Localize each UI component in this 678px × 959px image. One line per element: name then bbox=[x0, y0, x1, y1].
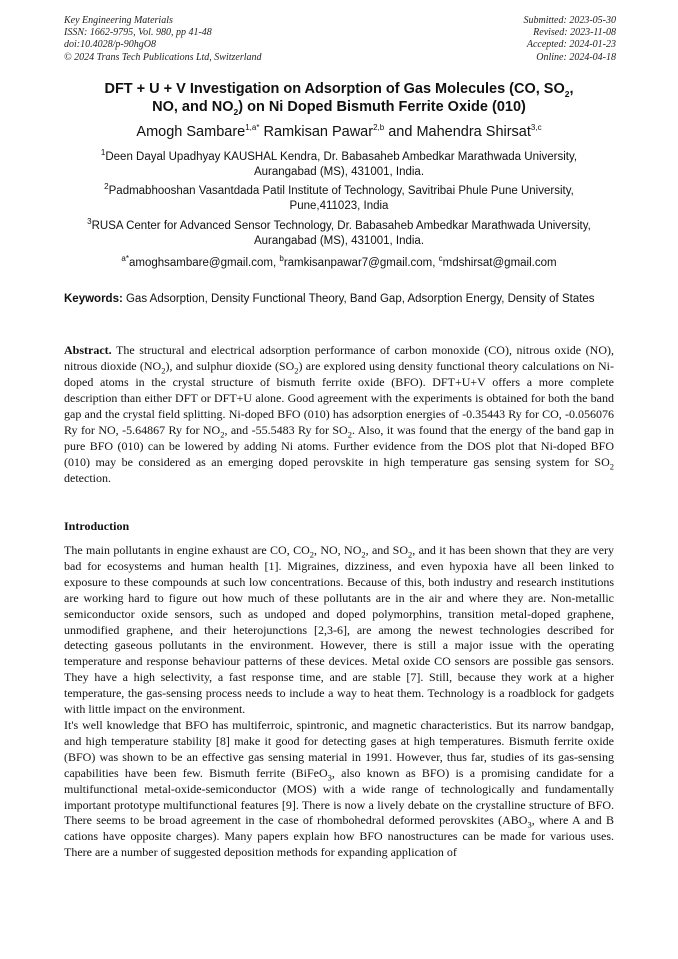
affiliation-2: $^2$Padmabhooshan Vasantdada Patil Institute of Technology, Savitribai Phule Pune University, Pune,411023, India bbox=[104, 182, 574, 212]
doi: doi:10.4028/p-90hgO8 bbox=[64, 39, 156, 51]
issn: ISSN: 1662-9795, Vol. 980, pp 41-48 bbox=[64, 27, 212, 39]
online-date: Online: 2024-04-18 bbox=[536, 51, 616, 63]
section-heading: Introduction bbox=[64, 519, 130, 533]
abstract-label: Abstract. bbox=[64, 343, 112, 357]
author-name: Ramkisan Pawar bbox=[259, 124, 374, 140]
affiliation-1: $^1$Deen Dayal Upadhyay KAUSHAL Kendra, Dr. Babasaheb Ambedkar Marathwada University, Aurangabad (MS), 431001, India. bbox=[100, 148, 578, 178]
submitted-date: Submitted: 2023-05-30 bbox=[523, 15, 616, 26]
paragraph: The main pollutants in engine exhaust are CO, $CO_2$, NO, $NO_2$, and $SO_2$, and it has been shown that they are very bad for ecosystems and human health [1]. Migraines, dizziness, and even hypoxia have all been linked to exposure to these compounds at such low concentrations. Because of this, both industry and research institutions are working hard to figure out how much of these pollutants are in the air and where they are. Non-metallic semiconductor oxide sensors, such as undoped and doped polymorphins, transition metal-doped graphene, unmodified graphene, and their heterojunctions [2,3-6], are among the newest technologies described for detecting gaseous pollutants in the environment. However, there is still a major issue with the operating temperature and response behaviour patterns of these devices. Metal oxide CO sensors are possible gas sensors. They have a high selectivity, a fast response time, and are stable [7]. Still, because they work at a higher temperature, the gas-sensing process needs to include a way to heat them. Technology is a roadblock for gadgets with little impact on the environment. bbox=[64, 543, 615, 717]
paragraph: It's well knowledge that BFO has multiferroic, spintronic, and magnetic characteristics. But its narrow bandgap, and high temperature stability [8] make it good for detecting gases at high temperatures. Bismuth ferrite oxide (BFO) was shown to be an effective gas sensing material in 1991. However, thus far, studies of its gas-sensing capabilities have been few. Bismuth ferrite (BiFeO$_3$, also known as BFO) is a promising candidate for a multifunctional metal-oxide-semiconductor (MOS) with a wide range of technologically and fundamentally important prototype multifunctional features [9]. There is now a lively debate on the crystalline structure of BFO. There seems to be broad agreement in the case of rhombohedral deformed perovskites ($ABO_3$, where A and B cations have opposite charges). Many papers explain how BFO nanostructures can be made for various uses. There are a number of suggested deposition methods for expanding application of bbox=[64, 717, 614, 860]
copyright: © 2024 Trans Tech Publications Ltd, Switzerland bbox=[64, 51, 262, 63]
email-list: $^{a*}$amoghsambare@gmail.com, $^b$ramkisanpawar7@gmail.com, $^c$mdshirsat@gmail.com bbox=[121, 254, 557, 269]
paper-title: DFT + U + V Investigation on Adsorption of Gas Molecules (CO, $SO_2$, NO, and $NO_2$) on Ni Doped Bismuth Ferrite Oxide (010) bbox=[104, 81, 574, 117]
keywords-text: Gas Adsorption, Density Functional Theory, Band Gap, Adsorption Energy, Density of States bbox=[122, 293, 595, 305]
introduction-body bbox=[64, 543, 614, 861]
keywords bbox=[64, 292, 616, 307]
abstract: Abstract. The structural and electrical adsorption performance of carbon monoxide (CO), nitrous oxide (NO), nitrous dioxide $(NO_2)$, and sulphur dioxide $(SO_2)$ are explored using density functional theory calculations on Ni-doped atoms in the crystal structure of bismuth ferrite oxide (BFO). DFT+U+V offers a more complete description than either DFT or DFT+U alone. Good agreement with the experiments is obtained for both the band gap and the crystal field splitting. Ni-doped BFO (010) has adsorption energies of -0.35443 Ry for CO, -0.056076 Ry for NO, -5.64867 Ry for $NO_2$, and -55.5483 Ry for $SO_2$. Also, it was found that the energy of the band gap in pure BFO (010) can be lowered by adding Ni atoms. Further evidence from the DOS plot that Ni-doped BFO (010) may be considered as an emerging doped perovskite in high temperature gas sensing system for $SO_2$ detection. bbox=[64, 343, 614, 485]
accepted-date: Accepted: 2024-01-23 bbox=[526, 39, 616, 51]
dates-header bbox=[524, 15, 617, 64]
journal-header bbox=[64, 15, 262, 64]
author-name: and Mahendra Shirsat bbox=[384, 124, 531, 140]
journal-name: Key Engineering Materials bbox=[64, 15, 173, 26]
author-list: Amogh Sambare$^{1,a*}$ Ramkisan Pawar$^{2,b}$ and Mahendra Shirsat$^{3,c}$ bbox=[136, 123, 542, 140]
affiliation-3: $^3$RUSA Center for Advanced Sensor Technology, Dr. Babasaheb Ambedkar Marathwada University, Aurangabad (MS), 431001, India. bbox=[87, 217, 591, 247]
revised-date: Revised: 2023-11-08 bbox=[533, 27, 616, 39]
author-name: Amogh Sambare bbox=[136, 124, 246, 140]
keywords-label: Keywords: bbox=[64, 293, 123, 305]
